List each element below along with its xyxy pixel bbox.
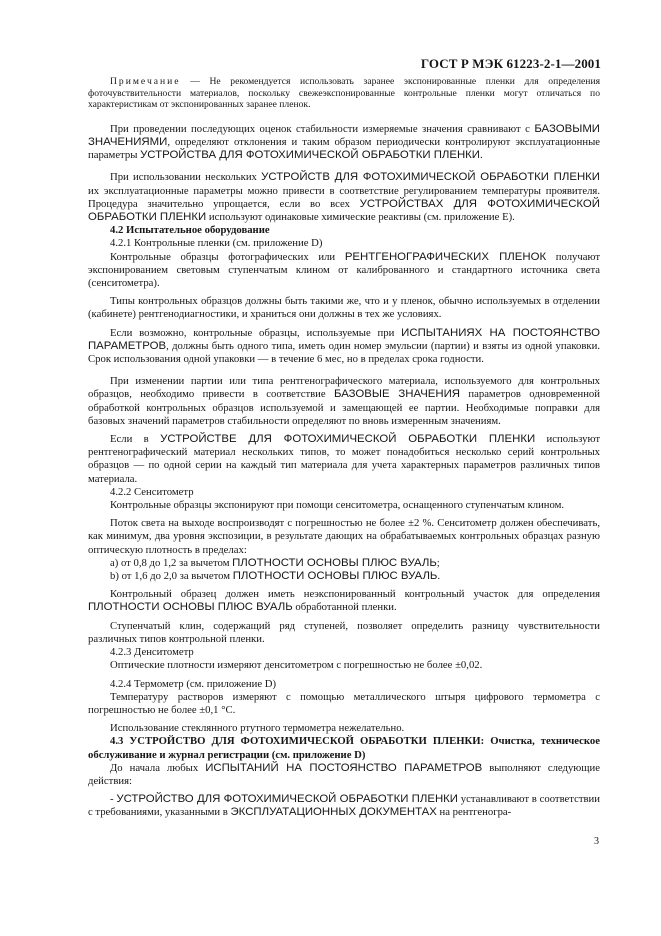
text-run: используют одинаковые химические реактивы (см. приложение E). — [206, 211, 515, 223]
term-run: УСТРОЙСТВА ДЛЯ ФОТОХИМИЧЕСКОЙ ОБРАБОТКИ ПЛЕНКИ — [140, 149, 480, 162]
text-run: на рентгеногра- — [436, 806, 512, 819]
note-paragraph — [88, 76, 600, 111]
text-run: используют рентгенографический материал нескольких типов, то может понадобиться несколько серий контрольных образцов — по одной серии на каждый тип материала для учета характерных параметров различных типов материала. — [88, 433, 600, 485]
page-body — [88, 76, 600, 820]
paragraph-sample-types: Типы контрольных образцов должны быть такими же, что и у пленок, обычно используемых в отделении (кабинете) рентгенодиагностики, и храниться они должны в тех же условиях. — [88, 295, 600, 321]
term-run: УСТРОЙСТВ ДЛЯ ФОТОХИМИЧЕСКОЙ ОБРАБОТКИ ПЛЕНКИ — [261, 171, 600, 184]
text-run: выполняют следующие действия: — [88, 761, 600, 787]
term-run: БАЗОВЫЕ ЗНАЧЕНИЯ — [333, 388, 461, 401]
term-run: ИСПЫТАНИЙ НА ПОСТОЯНСТВО ПАРАМЕТРОВ — [205, 761, 483, 774]
term-run: БАЗОВЫМИ ЗНАЧЕНИЯМИ — [88, 122, 600, 148]
document-header: ГОСТ Р МЭК 61223-2-1—2001 — [420, 56, 601, 71]
term-run: УСТРОЙСТВО ДЛЯ ФОТОХИМИЧЕСКОЙ ОБРАБОТКИ ПЛЕНКИ — [129, 735, 481, 748]
text-run: 4.3 — [110, 735, 130, 748]
term-run: ПЛОТНОСТИ ОСНОВЫ ПЛЮС ВУАЛЬ — [232, 556, 437, 569]
text-run: : Очистка, техническое обслуживание и журнал регистрации (см. приложение D) — [88, 735, 600, 761]
term-run: УСТРОЙСТВО ДЛЯ ФОТОХИМИЧЕСКОЙ ОБРАБОТКИ ПЛЕНКИ — [116, 793, 458, 806]
note-label: Примечание — [110, 76, 181, 87]
text-run: b) от 1,6 до 2,0 за вычетом — [110, 570, 233, 583]
subsection-heading-4-2-4: 4.2.4 Термометр (см. приложение D) — [110, 677, 277, 690]
text-run: , должны быть одного типа, иметь один номер эмульсии (партии) и взяты из одной упаковки. Срок использования одной упаковки — в течение 6 мес, но в пределах срока годности. — [88, 339, 600, 366]
paragraph-batch-change — [88, 375, 600, 428]
paragraph-thermometer: Температуру растворов измеряют с помощью металлического штыря цифрового термометра с погрешностью не более ±0,1 °С. — [88, 690, 600, 716]
text-run: Если возможно, контрольные образцы, используемые при — [110, 326, 402, 339]
paragraph-same-batch — [88, 327, 600, 367]
note-text: — Не рекомендуется использовать заранее экспонированные пленки для определения фоточувствительности материалов, поскольку свежеэкспонированные контрольные пленки могут отличаться по характеристикам от экспонированных заранее пленок. — [88, 76, 600, 111]
text-run: Если в — [110, 433, 161, 446]
text-run: . — [437, 570, 441, 583]
text-run: При проведении последующих оценок стабильности измеряемые значения сравнивают с — [110, 122, 535, 135]
term-run: РЕНТГЕНОГРАФИЧЕСКИХ ПЛЕНОК — [344, 250, 547, 263]
paragraph-processor-setup — [88, 793, 600, 819]
text-run: Контрольный образец должен иметь неэкспонированный контрольный участок для определения — [110, 588, 600, 601]
text-run: При изменении партии или типа рентгенографического материала, используемого для контрольных образцов, необходимо привести в соответствие — [88, 375, 600, 401]
text-run: , определяют отклонения и таким образом периодически контролируют эксплуатационные параметры — [88, 135, 600, 162]
term-run: УСТРОЙСТВАХ ДЛЯ ФОТОХИМИЧЕСКОЙ ОБРАБОТКИ ПЛЕНКИ — [88, 197, 600, 223]
paragraph-comparison — [88, 123, 600, 163]
text-run: их эксплуатационные параметры можно привести в соответствие регулированием температуры проявителя. Процедура значительно упрощается, если во всех — [88, 184, 600, 210]
page-number: 3 — [594, 836, 599, 847]
paragraph-mercury-thermometer: Использование стеклянного ртутного термометра нежелательно. — [110, 722, 405, 735]
paragraph-multiple-processors — [88, 171, 600, 224]
text-run: обработанной пленки. — [292, 601, 397, 614]
paragraph-unexposed-area — [88, 588, 600, 614]
paragraph-several-film-types — [88, 433, 600, 486]
section-heading-4-3 — [88, 735, 600, 761]
text-run: a) от 0,8 до 1,2 за вычетом — [110, 556, 233, 569]
paragraph-sensitometer: Контрольные образцы экспонируют при помощи сенситометра, оснащенного ступенчатым клином. — [110, 499, 565, 512]
list-item-a — [88, 557, 600, 570]
subsection-heading-4-2-3: 4.2.3 Денситометр — [110, 646, 194, 659]
section-heading-4-2: 4.2 Испытательное оборудование — [110, 224, 270, 237]
term-run: ПЛОТНОСТИ ОСНОВЫ ПЛЮС ВУАЛЬ — [232, 570, 438, 583]
text-run: ; — [436, 556, 440, 569]
paragraph-light-output: Поток света на выходе воспроизводят с погрешностью не более ±2 %. Сенситометр должен обеспечивать, как минимум, два уровня экспозиции, в результате дающих на обрабатываемых контрольных образцах разную оптическую плотность в пределах: — [88, 517, 600, 556]
term-run: УСТРОЙСТВЕ ДЛЯ ФОТОХИМИЧЕСКОЙ ОБРАБОТКИ ПЛЕНКИ — [160, 433, 536, 446]
list-item-b — [88, 570, 600, 583]
text-run: . — [480, 149, 483, 162]
text-run: Контрольные образцы фотографических или — [110, 250, 345, 263]
subsection-heading-4-2-2: 4.2.2 Сенситометр — [110, 485, 194, 498]
term-run: ПЛОТНОСТИ ОСНОВЫ ПЛЮС ВУАЛЬ — [88, 601, 293, 614]
term-run: ЭКСПЛУАТАЦИОННЫХ ДОКУМЕНТАХ — [230, 806, 437, 819]
text-run: - — [110, 793, 117, 806]
text-run: устанавливают в соответствии с требованиями, указанными в — [88, 793, 601, 819]
text-run: параметров одновременной обработкой контрольных образцов используемой и замещающей ее партии. Необходимые поправки для базовых значений параметров стабильности определяют по вновь измеренным значениям. — [88, 388, 600, 427]
text-run: До начала любых — [110, 761, 206, 774]
subsection-heading-4-2-1: 4.2.1 Контрольные пленки (см. приложение D) — [110, 237, 323, 250]
term-run: ИСПЫТАНИЯХ НА ПОСТОЯНСТВО ПАРАМЕТРОВ — [88, 326, 600, 352]
paragraph-control-samples — [88, 251, 600, 291]
paragraph-densitometer: Оптические плотности измеряют денситометром с погрешностью не более ±0,02. — [110, 659, 483, 672]
paragraph-before-tests — [88, 762, 600, 788]
paragraph-step-wedge: Ступенчатый клин, содержащий ряд ступеней, позволяет определить разницу чувствительности различных типов контрольной пленки. — [88, 619, 600, 645]
text-run: получают экспонированием световым ступенчатым клином от калиброванного и стандартного источника света (сенситометра). — [88, 250, 600, 290]
text-run: При использовании нескольких — [110, 171, 262, 184]
